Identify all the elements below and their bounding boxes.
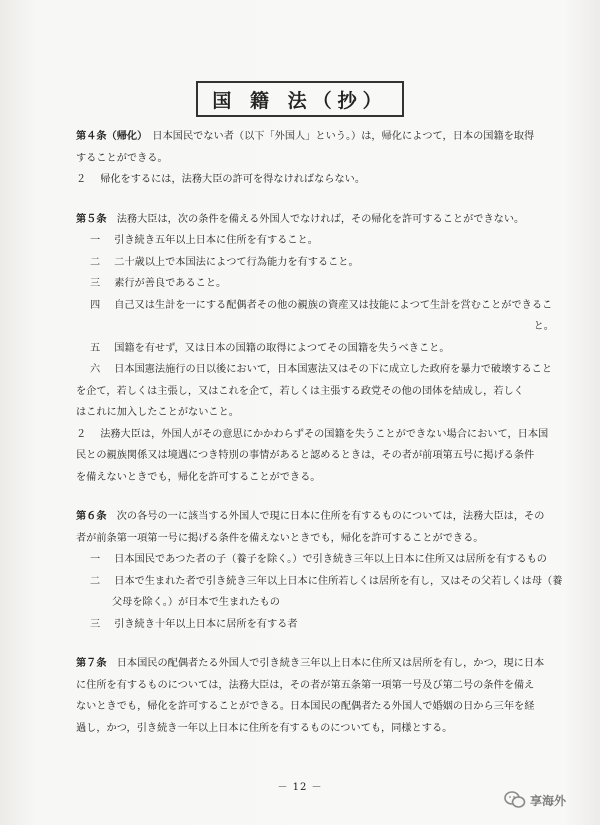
article-text: 法務大臣は，次の条件を備える外国人でなければ，その帰化を許可することができない。 — [116, 213, 525, 225]
article-label: 第５条 — [76, 212, 107, 225]
article-6: 第６条 次の各号の一に該当する外国人で現に日本に住所を有するものについては，法務大臣は，その 者が前条第一項第一号に掲げる条件を備えないときでも，帰化を許可することができる。 一 日本国民であつた者の子（養子を除く。）で引き続き三年以上日本に住所又は居所を有するもの 二 日本で生まれた者で引き続き三年以上日本に住所若しくは居所を有し，又はその父若しくは母（養 父母を除く。）が日本で生まれたもの 三 引き続き十年以上日本に居所を有する者 — [76, 506, 554, 635]
article-text: 次の各号の一に該当する外国人で現に日本に住所を有するものについては，法務大臣は，その — [116, 511, 545, 522]
list-item: 一 引き続き五年以上日本に住所を有すること。 — [90, 235, 318, 246]
article-7: 第７条 日本国民の配偶者たる外国人で引き続き三年以上日本に住所又は居所を有し，かつ，現に日本 に住所を有するものについては，法務大臣は，その者が第五条第一項第一号及び第二号の条件を備え ないときでも，帰化を許可することができる。日本国民の配偶者たる外国人で婚姻の日から三年を経 過し，かつ，引き続き一年以上日本に住所を有するものについても，同様とする。 — [76, 657, 545, 734]
watermark-text: 享海外 — [530, 793, 567, 808]
list-item: 四 自己又は生計を一にする配偶者その他の親族の資産又は技能によつて生計を営むことができるこ — [90, 299, 553, 311]
paragraph-2: ２ 法務大臣は，外国人がその意思にかかわらずその国籍を失うことができない場合において，日本国 — [76, 428, 549, 440]
article-label: 第６条 — [76, 510, 107, 522]
article-4 — [76, 126, 554, 191]
article-text: 日本国民でない者（以下「外国人」という。）は，帰化によつて，日本の国籍を取得 — [152, 131, 535, 142]
article-label: 第４条（帰化） — [76, 130, 143, 142]
page-number: － 12 － — [277, 782, 323, 793]
article-5: 第５条 法務大臣は，次の条件を備える外国人でなければ，その帰化を許可することができない。 一 引き続き五年以上日本に住所を有すること。 二 二十歳以上で本国法によつて行為能力を有すること。 三 素行が善良であること。 四 自己又は生計を一にする配偶者その他の親族の資産又は技能によつて生計を営むことができるこ と。 五 国籍を有せず，又は日本の国籍の取得によつてその国籍を失うべきこと。 六 日本国憲法施行の日以後において，日本国憲法又はその下に成立した政府を暴力で破壊すること を企て，若しくは主張し，又はこれを企て，若しくは主張する政党その他の団体を結成し，若しく はこれに加入したことがないこと。 ２ 法務大臣は，外国人がその意思にかかわらずその国籍を失うことができない場合において，日本国 民との親族関係又は境遇につき特別の事情があると認めるときは，その者が前項第五号に掲げる条件 を備えないときでも，帰化を許可することができる。 — [76, 212, 554, 483]
list-item: 六 日本国憲法施行の日以後において，日本国憲法又はその下に成立した政府を暴力で破壊すること — [90, 364, 553, 375]
article-text: 日本国民の配偶者たる外国人で引き続き三年以上日本に住所又は居所を有し，かつ，現に日本 — [116, 658, 545, 669]
chat-bubbles-icon — [504, 790, 526, 810]
article-label: 第７条 — [76, 657, 107, 669]
list-item: 三 引き続き十年以上日本に居所を有する者 — [90, 618, 298, 630]
list-item: 二 二十歳以上で本国法によつて行為能力を有すること。 — [90, 256, 359, 268]
watermark — [504, 788, 566, 812]
list-item: 五 国籍を有せず，又は日本の国籍の取得によつてその国籍を失うべきこと。 — [90, 342, 450, 354]
document-title: 国 籍 法（抄） — [196, 81, 403, 117]
paragraph-2: ２ 帰化をするには，法務大臣の許可を得なければならない。 — [76, 174, 366, 185]
article-text: することができる。 — [76, 152, 168, 164]
list-item: 二 日本で生まれた者で引き続き三年以上日本に住所若しくは居所を有し，又はその父若しくは母（養 — [90, 575, 563, 587]
list-item: 三 素行が善良であること。 — [90, 278, 227, 289]
law-text — [76, 126, 563, 747]
list-item: 一 日本国民であつた者の子（養子を除く。）で引き続き三年以上日本に住所又は居所を有するもの — [90, 554, 547, 565]
